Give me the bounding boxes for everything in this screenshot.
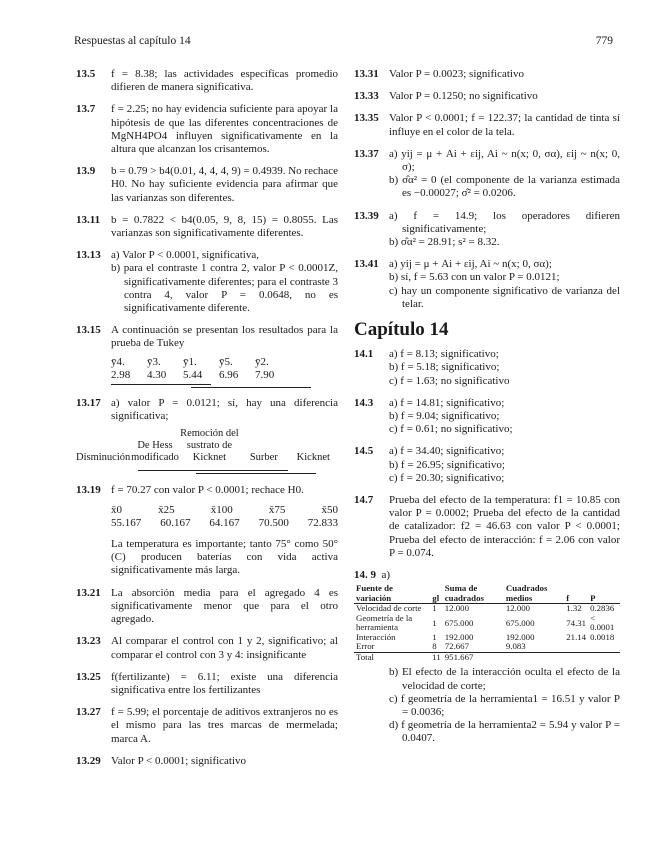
answer-13-29: 13.29 Valor P < 0.0001; significativo (76, 754, 247, 767)
right-column (354, 68, 620, 755)
table-row: Error 8 72.667 9.083 (354, 642, 620, 652)
answer-13-41: 13.41 a) yij = μ + Ai + εij, Ai ~ n(x; 0, σα); b) sí, f = 5.63 con un valor P = 0.0121; c) hay un componente significativo de varianza del telar. (354, 258, 620, 310)
page-number: 779 (595, 35, 613, 47)
answer-14-1: 14.1 a) f = 8.13; significativo; b) f = 5.18; significativo; c) f = 1.63; no significativo (354, 348, 510, 387)
answer-13-37: 13.37 a) yij = μ + Ai + εij, Ai ~ n(x; 0, σα), εij ~ n(x; 0, σ); b) σ̂α² = 0 (el componente de la varianza estimada es −0.00027; σ̂² = 0.0206. (354, 147, 620, 200)
removal-methods: Disminución De Hess modificado Remoción del sustrato de Kicknet Surber Kicknet (76, 428, 330, 464)
answer-13-35: 13.35 Valor P < 0.0001; f = 122.37; la cantidad de tinta sí influye en el color de la tela. (354, 112, 620, 138)
table-row: Geometría de la herramienta 1 675.000 675.000 74.31 < 0.0001 (356, 612, 615, 633)
table-row: Velocidad de corte 1 12.000 12.000 1.32 0.2836 (356, 603, 615, 614)
anova-table: Fuente de variación gl Suma de cuadrados Cuadrados medios f P Velocidad de corte 1 12.000 12.000 1.32 0.2836 Geometría de la herramienta 1 675.000 675.000 74.31 < 0.0001 Interacción 1 192.000 192.000 21.14 0.0018 Error 8 72.667 9.083 Total 11 951.667 (354, 584, 620, 662)
answer-14-7: 14.7 Prueba del efecto de la temperatura: f1 = 10.85 con valor P = 0.0002; Prueba del efecto de la cantidad de catalizador: f2 = 46.63 con valor P < 0.0001; Prueba del efecto de interacción: f = 2.06 con valor P = 0.074. (354, 494, 620, 559)
answer-13-5: 13.5 f = 8.38; las actividades específicas promedio difieren de manera significativa. (76, 68, 338, 94)
answer-13-11: 13.11 b = 0.7822 < b4(0.05, 9, 8, 15) = 0.8055. Las varianzas son significativamente diferentes. (76, 213, 338, 240)
answer-13-9: 13.9 b = 0.79 > b4(0.01, 4, 4, 4, 9) = 0.4939. No rechace H0. No hay suficiente evidencia para afirmar que las varianzas son diferentes. (76, 165, 338, 204)
answer-13-19: 13.19 f = 70.27 con valor P < 0.0001; rechace H0. x̄0 x̄25 x̄100 x̄75 x̄50 55.167 60.167 64.167 70.500 72.833 La temperatura es importante; tanto 75° como 50°(C) producen baterías con vida activa significativamente más larga. (76, 484, 338, 577)
answer-14-9-parts: b) El efecto de la interacción oculta el efecto de la velocidad de corte; c) f geometría de la herramienta1 = 16.51 y valor P = 0.0036; d) f geometría de la herramienta2 = 5.94 y valor P = 0.0407. (389, 666, 620, 745)
answer-13-25: 13.25 f(fertilizante) = 6.11; existe una diferencia significativa entre los fertilizantes (76, 670, 338, 696)
answer-13-27: 13.27 f = 5.99; el porcentaje de aditivos extranjeros no es el mismo para las tres marcas de mermelada; marca A. (76, 706, 338, 745)
answer-13-33: 13.33 Valor P = 0.1250; no significativo (354, 90, 538, 103)
tukey-labels: ȳ4. ȳ3. ȳ1. ȳ5. ȳ2. (111, 355, 269, 368)
answer-13-39: 13.39 a) f = 14.9; los operadores difieren significativamente; b) σ̂α² = 28.91; s² = 8.32. (354, 209, 620, 249)
table-row: Total 11 951.667 (356, 651, 474, 662)
tukey-values: 2.98 4.30 5.44 6.96 7.90 (111, 368, 275, 381)
running-header: Respuestas al capítulo 14 (74, 35, 191, 47)
answer-13-31: 13.31 Valor P = 0.0023; significativo (354, 68, 525, 80)
answer-14-5: 14.5 a) f = 34.40; significativo; b) f = 26.95; significativo; c) f = 20.30; significativo; (354, 445, 505, 484)
answer-14-9: 14. 9 a) (354, 569, 391, 582)
answer-13-17: 13.17 a) valor P = 0.0121; sí, hay una diferencia significativa; (76, 397, 338, 423)
chapter-title: Capítulo 14 (354, 319, 449, 341)
answer-13-15: 13.15 A continuación se presentan los resultados para la prueba de Tukey ȳ4. ȳ3. ȳ1. ȳ5. ȳ2. 2.98 4.30 5.44 6.96 7.90 (76, 324, 338, 388)
answer-13-13: 13.13 a) Valor P < 0.0001, significativa, b) para el contraste 1 contra 2, valor P < 0.0001Z, significativamente diferentes; para el contraste 3 contra 4, valor P = 0.0648, no es significativamente diferente. (76, 249, 338, 315)
answer-13-21: 13.21 La absorción media para el agregado 4 es significativamente menor que para el otro agregado. (76, 586, 338, 626)
answer-13-23: 13.23 Al comparar el control con 1 y 2, significativo; al comparar el control con 3 y 4: insignificante (76, 635, 338, 661)
answer-14-3: 14.3 a) f = 14.81; significativo; b) f = 9.04; significativo; c) f = 0.61; no significativo; (354, 396, 513, 436)
left-column (76, 68, 338, 777)
table-row: Interacción 1 192.000 192.000 21.14 0.0018 (356, 631, 615, 642)
answer-13-7: 13.7 f = 2.25; no hay evidencia suficiente para apoyar la hipótesis de que las diferentes concentraciones de MgNH4PO4 influyen significativamente en la altura que alcanzan los crisantemos. (76, 103, 338, 156)
